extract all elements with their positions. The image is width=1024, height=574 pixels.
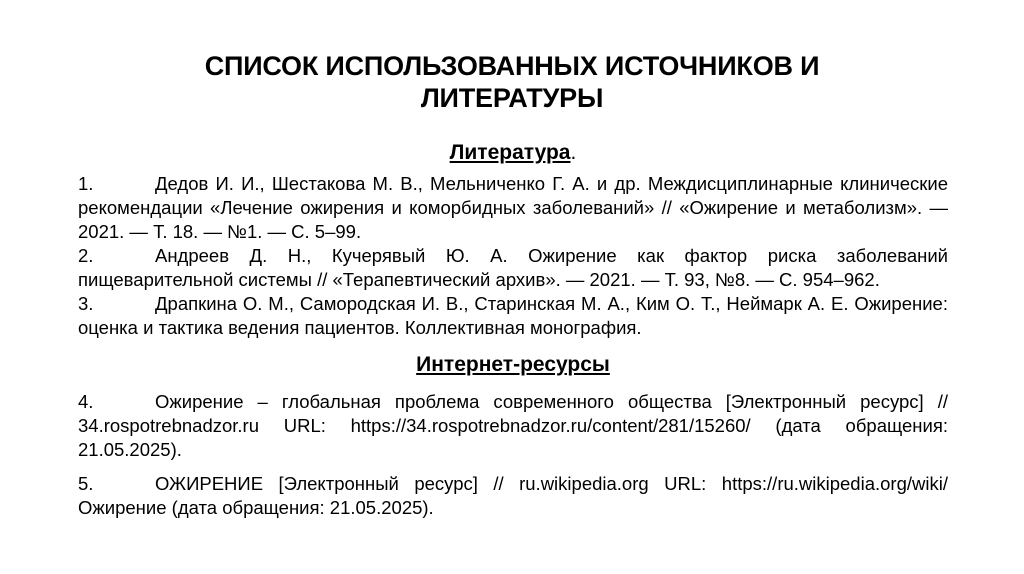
literature-heading-suffix: . bbox=[570, 141, 577, 164]
references-content bbox=[78, 138, 948, 520]
internet-heading bbox=[78, 350, 948, 380]
reference-item-4 bbox=[78, 390, 948, 462]
literature-heading bbox=[78, 138, 948, 168]
reference-item-1 bbox=[78, 172, 948, 244]
reference-item-3 bbox=[78, 292, 948, 340]
page-title-line-2: ЛИТЕРАТУРЫ bbox=[420, 83, 604, 113]
reference-item-5 bbox=[78, 472, 948, 520]
literature-heading-text: Литература bbox=[449, 141, 571, 164]
reference-text: Андреев Д. Н., Кучерявый Ю. А. Ожирение как фактор риска заболеваний пищеварительной системы // «Терапевтический архив». — 2021. — Т. 93, №8. — С. 954–962. bbox=[78, 245, 948, 290]
reference-text: Дедов И. И., Шестакова М. В., Мельниченко Г. А. и др. Междисциплинарные клинические рекомендации «Лечение ожирения и коморбидных заболеваний» // «Ожирение и метаболизм». — 2021. — Т. 18. — №1. — С. 5–99. bbox=[78, 173, 948, 242]
reference-number: 2. bbox=[78, 245, 94, 266]
reference-text: Драпкина О. М., Самородская И. В., Старинская М. А., Ким О. Т., Неймарк А. Е. Ожирение: оценка и тактика ведения пациентов. Коллективная монография. bbox=[78, 293, 948, 338]
reference-item-2 bbox=[78, 244, 948, 292]
page-title-line-1: СПИСОК ИСПОЛЬЗОВАННЫХ ИСТОЧНИКОВ И bbox=[204, 51, 820, 81]
reference-text: Ожирение – глобальная проблема современного общества [Электронный ресурс] // 34.rospotrebnadzor.ru URL: https://34.rospotrebnadzor.ru/content/281/15260/ (дата обращения: 21.05.2025). bbox=[78, 391, 948, 460]
reference-number: 5. bbox=[78, 473, 94, 494]
reference-text: ОЖИРЕНИЕ [Электронный ресурс] // ru.wikipedia.org URL: https://ru.wikipedia.org/wiki/Ожирение (дата обращения: 21.05.2025). bbox=[78, 473, 948, 518]
internet-heading-text: Интернет-ресурсы bbox=[416, 353, 610, 376]
reference-number: 1. bbox=[78, 173, 94, 194]
page-title bbox=[0, 50, 1024, 114]
reference-number: 3. bbox=[78, 293, 94, 314]
reference-number: 4. bbox=[78, 391, 94, 412]
